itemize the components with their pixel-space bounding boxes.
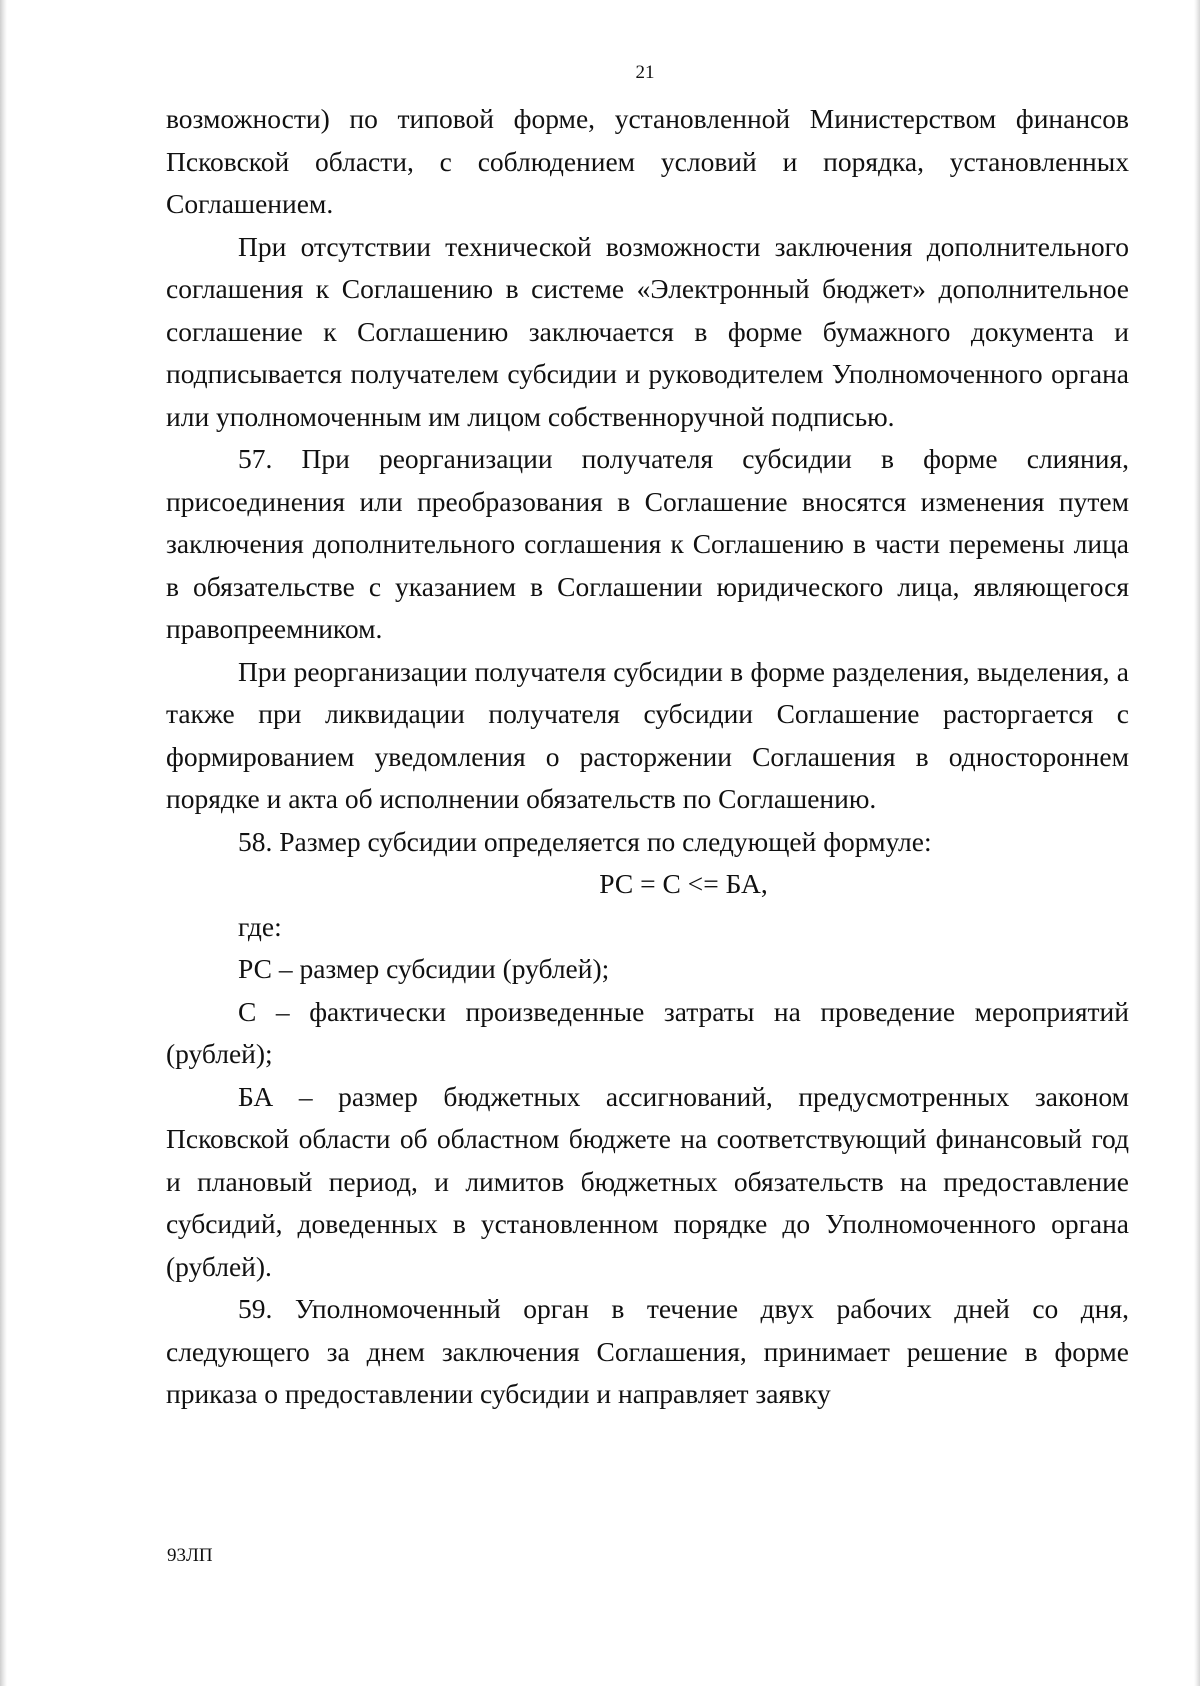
where-label: где: [238,910,282,942]
definition-ba: БА – размер бюджетных ассигнований, предусмотренных законом Псковской области об областном бюджете на соответствующий финансовый год и плановый период, и лимитов бюджетных обязательств на предоставление субсидий, доведенных в установленном порядке до Уполномоченного органа (рублей). [166,1080,1129,1282]
definition-c: С – фактически произведенные затраты на проведение мероприятий (рублей); [166,995,1129,1069]
footer-document-code: 93ЛП [167,1545,213,1566]
scan-edge-right [1194,0,1200,1686]
paragraph-reorganization-division: При реорганизации получателя субсидии в форме разделения, выделения, а также при ликвидации получателя субсидии Соглашение расторгается с формированием уведомления о расторжении Соглашения в одностороннем порядке и акта об исполнении обязательств по Соглашению. [166,655,1129,814]
subsidy-formula: РС = С <= БА, [599,868,768,899]
definition-rs: РС – размер субсидии (рублей); [238,953,610,984]
paragraph-58-subsidy-size: 58. Размер субсидии определяется по следующей формуле: [238,825,932,857]
page-number: 21 [635,62,655,83]
paragraph-continuation: возможности) по типовой форме, установленной Министерством финансов Псковской области, с соблюдением условий и порядка, установленных Соглашением. [166,103,1129,219]
paragraph-57-reorganization-merger: 57. При реорганизации получателя субсидии в форме слияния, присоединения или преобразования в Соглашение вносятся изменения путем заключения дополнительного соглашения к Соглашению в части перемены лица в обязательстве с указанием в Соглашении юридического лица, являющегося правопреемником. [166,443,1129,644]
document-body [166,98,1129,1416]
paragraph-59-authorized-body: 59. Уполномоченный орган в течение двух рабочих дней со дня, следующего за днем заключения Соглашения, принимает решение в форме приказа о предоставлении субсидии и направляет заявку [166,1293,1129,1409]
paragraph-no-technical-possibility: При отсутствии технической возможности заключения дополнительного соглашения к Соглашению в системе «Электронный бюджет» дополнительное соглашение к Соглашению заключается в форме бумажного документа и подписывается получателем субсидии и руководителем Уполномоченного органа или уполномоченным им лицом собственноручной подписью. [166,230,1129,432]
scan-edge-left [0,0,7,1686]
